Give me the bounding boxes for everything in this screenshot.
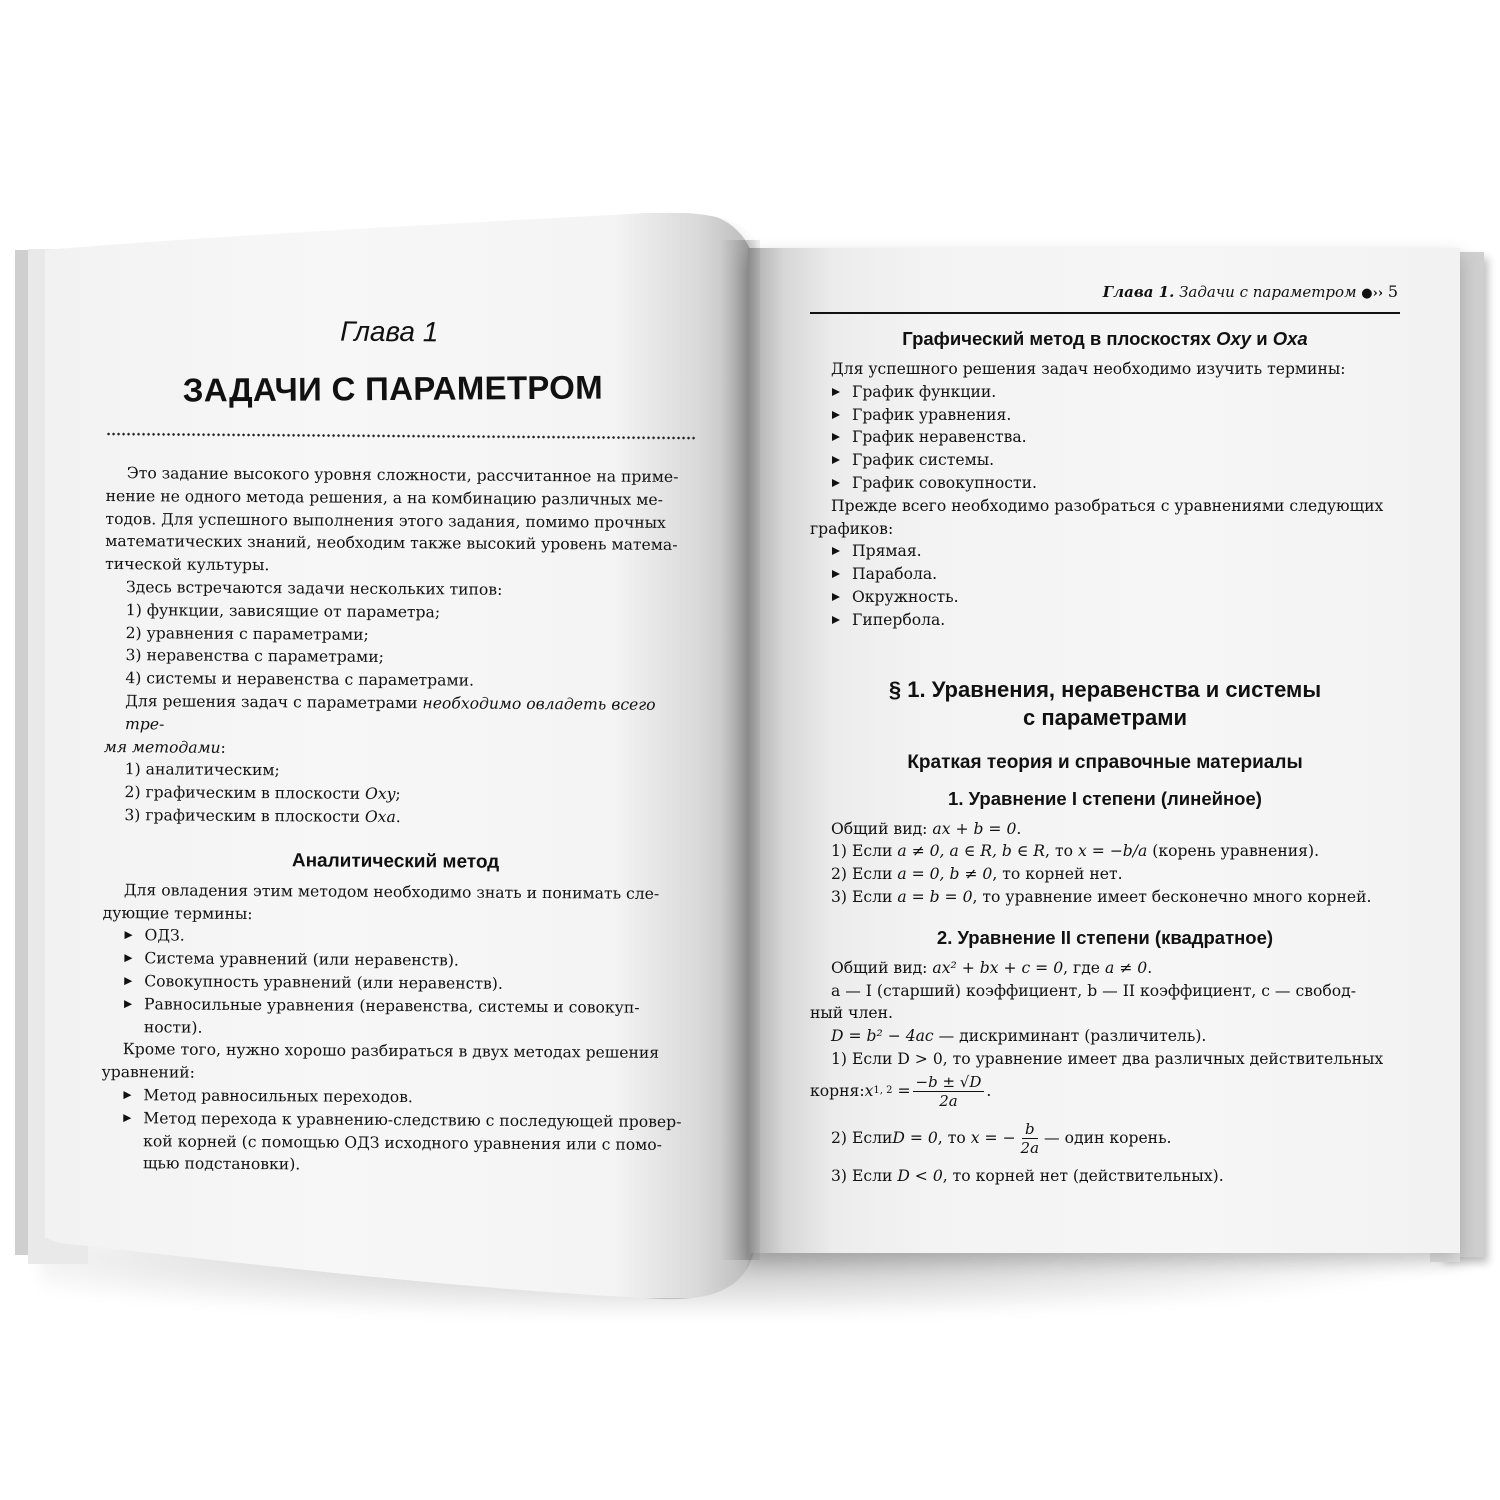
type-item: 1) функции, зависящие от параметра; — [125, 600, 441, 622]
intro-paragraph: Это задание высокого уровня сложности, рассчитанное на приме- нение не одного метода решения, а на комбинацию различных ме- тодов. Для успешного выполнения этого задания, помимо прочных математических знаний, необходим также высокий уровень матема- тической культуры. Здесь встречаются задачи нескольких типов: 1) функции, зависящие от параметра; 2) уравнения с параметрами; 3) неравенства с параметрами; 4) системы и неравенства с параметрами. Для решения задач с параметрами необходимо овладеть всего тре- мя методами: 1) аналитическим; 2) графическим в плоскости Oxy; 3) графическим в плоскости Oxa. — [103, 462, 691, 831]
analytic-method-heading: Аналитический метод — [291, 850, 500, 873]
linear-case: 3) Если a = b = 0, то уравнение имеет бесконечно много корней. — [831, 887, 1372, 906]
chapter-label: Глава 1 — [340, 315, 439, 348]
term-item: Система уравнений (или неравенств). — [102, 947, 687, 974]
type-item: 4) системы и неравенства с параметрами. — [125, 669, 475, 690]
linear-case: 1) Если a ≠ 0, a ∈ R, b ∈ R, то x = −b/a (корень уравнения). — [831, 842, 1320, 861]
book-gutter — [720, 240, 760, 1260]
method-item: 2) графическим в плоскости Oxy; — [124, 783, 401, 804]
linear-case: 2) Если a = 0, b ≠ 0, то корней нет. — [831, 865, 1123, 884]
quadratic-case: 2) Если D = 0 , то x = − $\frac{b}{2a}$ — один корень. — [831, 1119, 1172, 1157]
term-item: ОДЗ. — [102, 924, 687, 951]
quadratic-section: Общий вид: ax² + bx + c = 0, где a ≠ 0. a — I (старший) коэффициент, b — II коэффициент, c — свобод- ный член. D = b² − 4ac — дискриминант (различитель). 1) Если D > 0, то уравнение имеет два различных действительных корня: x 1, 2 = $\frac{-b \pm √D}{2a}$ . 2) Если D = 0 , то x = − $\frac{b}{2a}$ — один корень. 3) Если D < 0, то корней нет (действительных). — [810, 957, 1400, 1188]
quadratic-case: 1) Если D > 0, то уравнение имеет два различных действительных — [831, 1049, 1384, 1068]
graph-term-item: График уравнения. — [810, 404, 1400, 427]
paragraph-heading: § 1. Уравнения, неравенства и системы с параметрами — [888, 676, 1322, 730]
method-item: 1) аналитическим; — [124, 760, 280, 780]
left-page-content — [101, 300, 692, 1179]
solving-method-item: Метод перехода к уравнению-следствию с последующей провер- — [101, 1107, 686, 1134]
roots-fraction: $\frac{-b \pm √D}{2a}$ — [913, 1073, 985, 1110]
linear-equation-heading: 1. Уравнение I степени (линейное) — [948, 787, 1262, 809]
term-item: Совокупность уравнений (или неравенств). — [102, 970, 687, 997]
graph-type-item: Гипербола. — [810, 609, 1400, 632]
page-marker-icon: ●›› — [1361, 286, 1384, 301]
graph-term-item: График совокупности. — [810, 472, 1400, 495]
quadratic-equation-heading: 2. Уравнение II степени (квадратное) — [936, 926, 1274, 948]
types-intro: Здесь встречаются задачи нескольких типов: — [125, 578, 503, 599]
chapter-title: ЗАДАЧИ С ПАРАМЕТРОМ — [182, 368, 604, 409]
graph-type-item: Прямая. — [810, 540, 1400, 563]
quadratic-case: 3) Если D < 0, то корней нет (действительных). — [831, 1166, 1224, 1185]
methods-intro: Для решения задач с параметрами необходимо овладеть всего тре- — [124, 692, 656, 734]
discriminant-line: D = b² − 4ac — дискриминант (различитель). — [831, 1027, 1207, 1046]
graph-type-item: Парабола. — [810, 563, 1400, 586]
graph-term-item: График функции. — [810, 381, 1400, 404]
type-item: 2) уравнения с параметрами; — [125, 623, 369, 644]
single-root-fraction: $\frac{b}{2a}$ — [1020, 1119, 1040, 1157]
page-number: 5 — [1387, 282, 1398, 301]
running-head: Глава 1. Задачи с параметром ●›› 5 — [1102, 282, 1398, 301]
header-rule — [810, 312, 1400, 314]
graph-type-item: Окружность. — [810, 586, 1400, 609]
graph-term-item: График неравенства. — [810, 426, 1400, 449]
right-page-content — [810, 282, 1400, 1188]
graphic-method-heading: Графический метод в плоскостях Oxy и Oxa — [902, 328, 1308, 349]
coefficients-line: a — I (старший) коэффициент, b — II коэффициент, c — свобод- — [831, 981, 1357, 1000]
linear-section: Общий вид: ax + b = 0. 1) Если a ≠ 0, a ∈ R, b ∈ R, то x = −b/a (корень уравнения). 2) Если a = 0, b ≠ 0, то корней нет. 3) Если a = b = 0, то уравнение имеет бесконечно много корней. — [810, 818, 1400, 909]
analytic-section: Для овладения этим методом необходимо знать и понимать сле- дующие термины: ОДЗ. Система уравнений (или неравенств). Совокупность уравнений (или неравенств). Равносильные уравнения (неравенства, системы и совокуп- ности). Кроме того, нужно хорошо разбираться в двух методах решения уравнений: Метод равносильных переходов. Метод перехода к уравнению-следствию с последующей провер- кой корней (с помощью ОДЗ исходного уравнения или с помо- щью подстановки). — [101, 879, 688, 1179]
roots-formula: корня: x 1, 2 = $\frac{-b \pm √D}{2a}$ . — [810, 1072, 992, 1110]
method-item: 3) графическим в плоскости Oxa. — [124, 806, 401, 827]
solving-method-item: Метод равносильных переходов. — [101, 1084, 686, 1111]
theory-heading: Краткая теория и справочные материалы — [907, 751, 1303, 773]
graphic-section: Для успешного решения задач необходимо изучить термины: График функции. График уравнения. График неравенства. График системы. График совокупности. Прежде всего необходимо разобраться с уравнениями следующих графиков: Прямая. Парабола. Окружность. Гипербола. — [810, 358, 1400, 632]
term-item: Равносильные уравнения (неравенства, системы и совокуп- — [102, 993, 687, 1020]
graph-term-item: График системы. — [810, 449, 1400, 472]
dotted-divider — [106, 432, 696, 440]
type-item: 3) неравенства с параметрами; — [125, 646, 384, 667]
